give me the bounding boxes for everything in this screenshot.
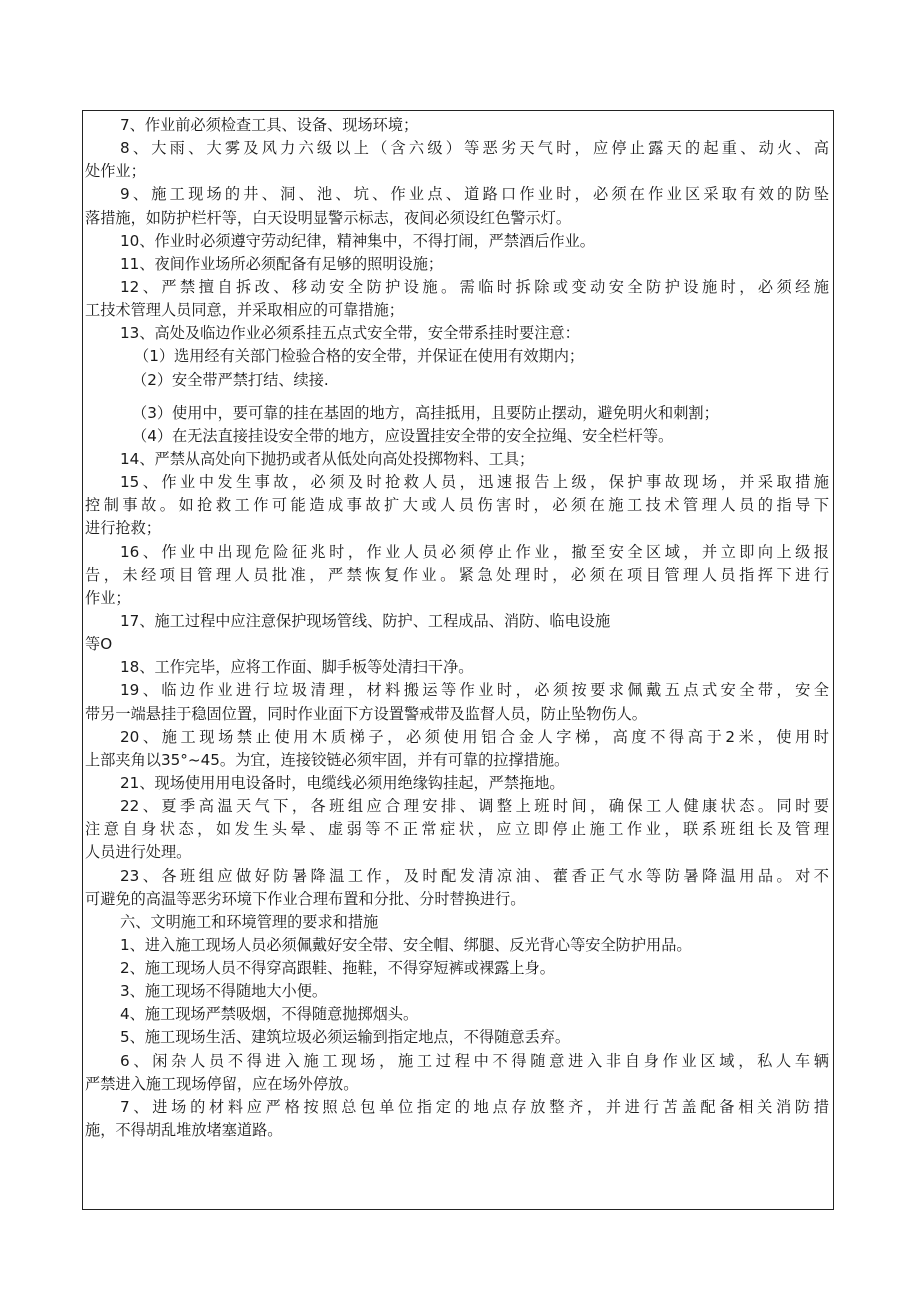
text-line: 严禁进入施工现场停留，应在场外停放。 — [85, 1074, 359, 1093]
text-line: 17、施工过程中应注意保护现场管线、防护、工程成品、消防、临电设施 — [120, 611, 611, 630]
text-line: 22、夏季高温天气下，各班组应合理安排、调整上班时间，确保工人健康状态。同时要 — [120, 797, 829, 816]
text-line: 3、施工现场不得随地大小便。 — [120, 982, 328, 1001]
text-line: 1、进入施工现场人员必须佩戴好安全帯、安全帽、绑腿、反光背心等安全防护用品。 — [120, 935, 692, 954]
text-line: 人员进行处理。 — [85, 843, 192, 862]
text-line: 进行抢救； — [85, 519, 161, 538]
text-line: （1）选用经有关部门检验合格的安全带，并保证在使用有效期内； — [134, 347, 585, 366]
text-line: 7、进场的材料应严格按照总包单位指定的地点存放整齐，并进行苫盖配备相关消防措 — [120, 1097, 829, 1116]
text-line: 9、施工现场的井、洞、池、坑、作业点、道路口作业时，必须在作业区采取有效的防坠 — [120, 185, 829, 204]
text-line: （3）使用中，要可靠的挂在基固的地方，高挂抵用，且要防止摆动，避免明火和刺割； — [132, 403, 719, 422]
text-line: 4、施工现场严禁吸烟，不得随意抛掷烟头。 — [120, 1005, 419, 1024]
text-line: 11、夜间作业场所必须配备有足够的照明设施； — [120, 254, 444, 273]
text-line: 上部夹角以35°~45。为宜，连接铰链必须牢固，并有可靠的拉撑措施。 — [85, 750, 570, 769]
text-line: （4）在无法直接挂设安全带的地方，应设置挂安全带的安全拉绳、安全栏杆等。 — [132, 426, 674, 445]
text-line: 7、作业前必须检查工具、设备、现场环境； — [120, 116, 419, 134]
text-line: 14、严禁从高处向下抛扔或者从低处向高处投掷物料、工具； — [120, 449, 535, 468]
text-line: 可避免的高温等恶劣环境下作业合理布置和分批、分时替换进行。 — [85, 889, 526, 908]
text-line: 工技术管理人员同意，并采取相应的可靠措施； — [85, 301, 404, 320]
text-line: 5、施工现场生活、建筑垃圾必须运输到指定地点，不得随意丢弃。 — [120, 1028, 571, 1047]
text-line: 20、施工现场禁止使用木质梯子，必须使用铝合金人字梯，高度不得高于2米，使用时 — [120, 727, 829, 746]
text-line: 19、临边作业进行垃圾清理，材料搬运等作业时，必须按要求佩戴五点式安全带，安全 — [120, 681, 829, 700]
document-body — [83, 114, 833, 1142]
text-line: 施，不得胡乱堆放堵塞道路。 — [85, 1121, 283, 1140]
text-line: （2）安全带严禁打结、续接. — [132, 370, 329, 389]
text-line: 落措施，如防护栏杆等，白天设明显警示标志，夜间必须设红色警示灯。 — [85, 208, 571, 227]
text-line: 等O — [85, 635, 113, 654]
text-line: 18、工作完毕，应将工作面、脚手板等处清扫干净。 — [120, 658, 474, 677]
text-line: 15、作业中发生事故，必须及时抢救人员，迅速报告上级，保护事故现场，并采取措施 — [120, 473, 829, 492]
text-line: 2、施工现场人员不得穿高跟鞋、拖鞋，不得穿短裤或裸露上身。 — [120, 959, 555, 978]
text-line: 告，未经项目管理人员批准，严禁恢复作业。紧急处理时，必须在项目管理人员指挥下进行 — [85, 565, 829, 584]
text-line: 带另一端悬挂于稳固位置，同时作业面下方设置警戒带及监督人员，防止坠物伤人。 — [85, 704, 647, 723]
text-line: 控制事故。如抢救工作可能造成事故扩大或人员伤害时，必须在施工技术管理人员的指导下 — [85, 496, 829, 515]
document-table-cell — [82, 110, 834, 1210]
text-line: 作业； — [85, 588, 131, 607]
text-line: 13、高处及临边作业必须系挂五点式安全带，安全带系挂时要注意： — [120, 324, 580, 343]
section-heading: 六、文明施工和环境管理的要求和措施 — [120, 912, 379, 931]
text-line: 处作业； — [85, 162, 146, 181]
text-line: 21、现场使用用电设备时，电缆线必须用绝缘钩挂起，严禁拖地。 — [120, 773, 565, 792]
text-line: 注意自身状态，如发生头晕、虚弱等不正常症状，应立即停止施工作业，联系班组长及管理 — [85, 820, 829, 839]
text-line: 6、闲杂人员不得进入施工现场，施工过程中不得随意进入非自身作业区域，私人车辆 — [120, 1051, 829, 1070]
text-line: 16、作业中出现危险征兆时，作业人员必须停止作业，撤至安全区域，并立即向上级报 — [120, 542, 829, 561]
text-line: 8、大雨、大雾及风力六级以上（含六级）等恶劣天气时，应停止露天的起重、动火、高 — [120, 139, 829, 158]
text-line: 23、各班组应做好防暑降温工作，及时配发清凉油、藿香正气水等防暑降温用品。对不 — [120, 866, 829, 885]
text-line: 12、严禁擅自拆改、移动安全防护设施。需临时拆除或变动安全防护设施时，必须经施 — [120, 277, 829, 296]
text-line: 10、作业时必须遵守劳动纪律，精神集中，不得打闹，严禁酒后作业。 — [120, 231, 595, 250]
